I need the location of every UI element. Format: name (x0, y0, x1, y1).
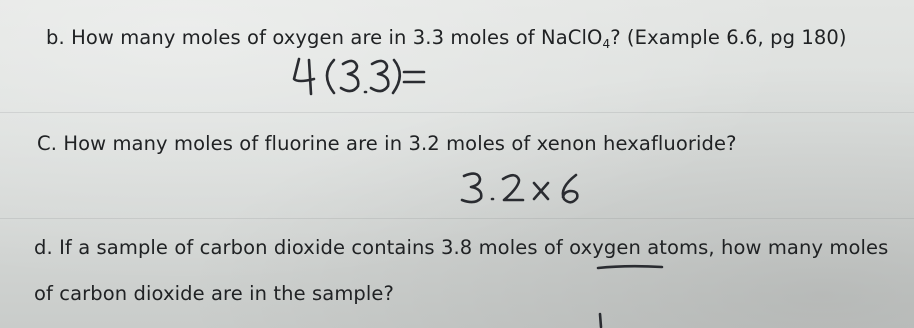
question-b-tail: ? (Example 6.6, pg 180) (610, 26, 847, 49)
handwritten-underline (596, 262, 666, 272)
handwritten-answer-c (458, 168, 606, 208)
question-c: C. How many moles of fluorine are in 3.2 moles of xenon hexafluoride? (37, 132, 737, 155)
question-d-line-2: of carbon dioxide are in the sample? (34, 282, 394, 305)
ruled-line (0, 218, 914, 219)
question-b-subscript: 4 (602, 37, 611, 51)
ruled-line (0, 112, 914, 113)
question-d-line-1: d. If a sample of carbon dioxide contains 3.8 moles of oxygen atoms, how many moles (34, 236, 889, 259)
handwritten-answer-b (290, 52, 440, 98)
question-b (46, 26, 847, 51)
pencil-tick-mark (596, 312, 606, 328)
question-b-text: b. How many moles of oxygen are in 3.3 moles of NaClO (46, 26, 603, 49)
